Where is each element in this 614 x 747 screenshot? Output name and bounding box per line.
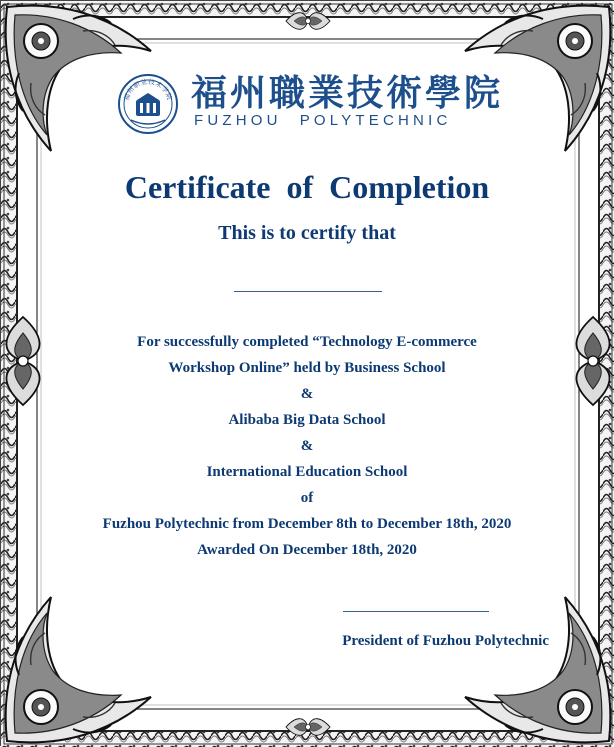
body-line: International Education School (206, 464, 408, 480)
signature-title: President of Fuzhou Polytechnic (342, 633, 549, 649)
body-line: Workshop Online” held by Business School (168, 360, 446, 376)
body-line: For successfully completed “Technology E-commerce (137, 334, 477, 350)
school-name-english (194, 112, 499, 129)
certificate-title: Certificate of Completion (124, 169, 490, 205)
signature-line (343, 611, 489, 612)
school-name-english-part1: FUZHOU (194, 112, 282, 129)
body-line: & (300, 438, 314, 454)
school-seal-logo (117, 73, 179, 140)
school-name-chinese: 福州職業技術學院 (191, 72, 504, 114)
body-line: Fuzhou Polytechnic from December 8th to December 18th, 2020 (102, 516, 512, 532)
certificate-subtitle: This is to certify that (218, 222, 396, 244)
body-line: of (300, 490, 314, 506)
body-line: Awarded On December 18th, 2020 (197, 542, 417, 558)
recipient-name-line (234, 291, 382, 292)
body-line: Alibaba Big Data School (228, 412, 386, 428)
seal-icon (117, 73, 179, 135)
body-line: & (300, 386, 314, 402)
school-name-english-part2: POLYTECHNIC (299, 112, 452, 129)
seal-text: 福州职业技术学院 (122, 77, 174, 102)
